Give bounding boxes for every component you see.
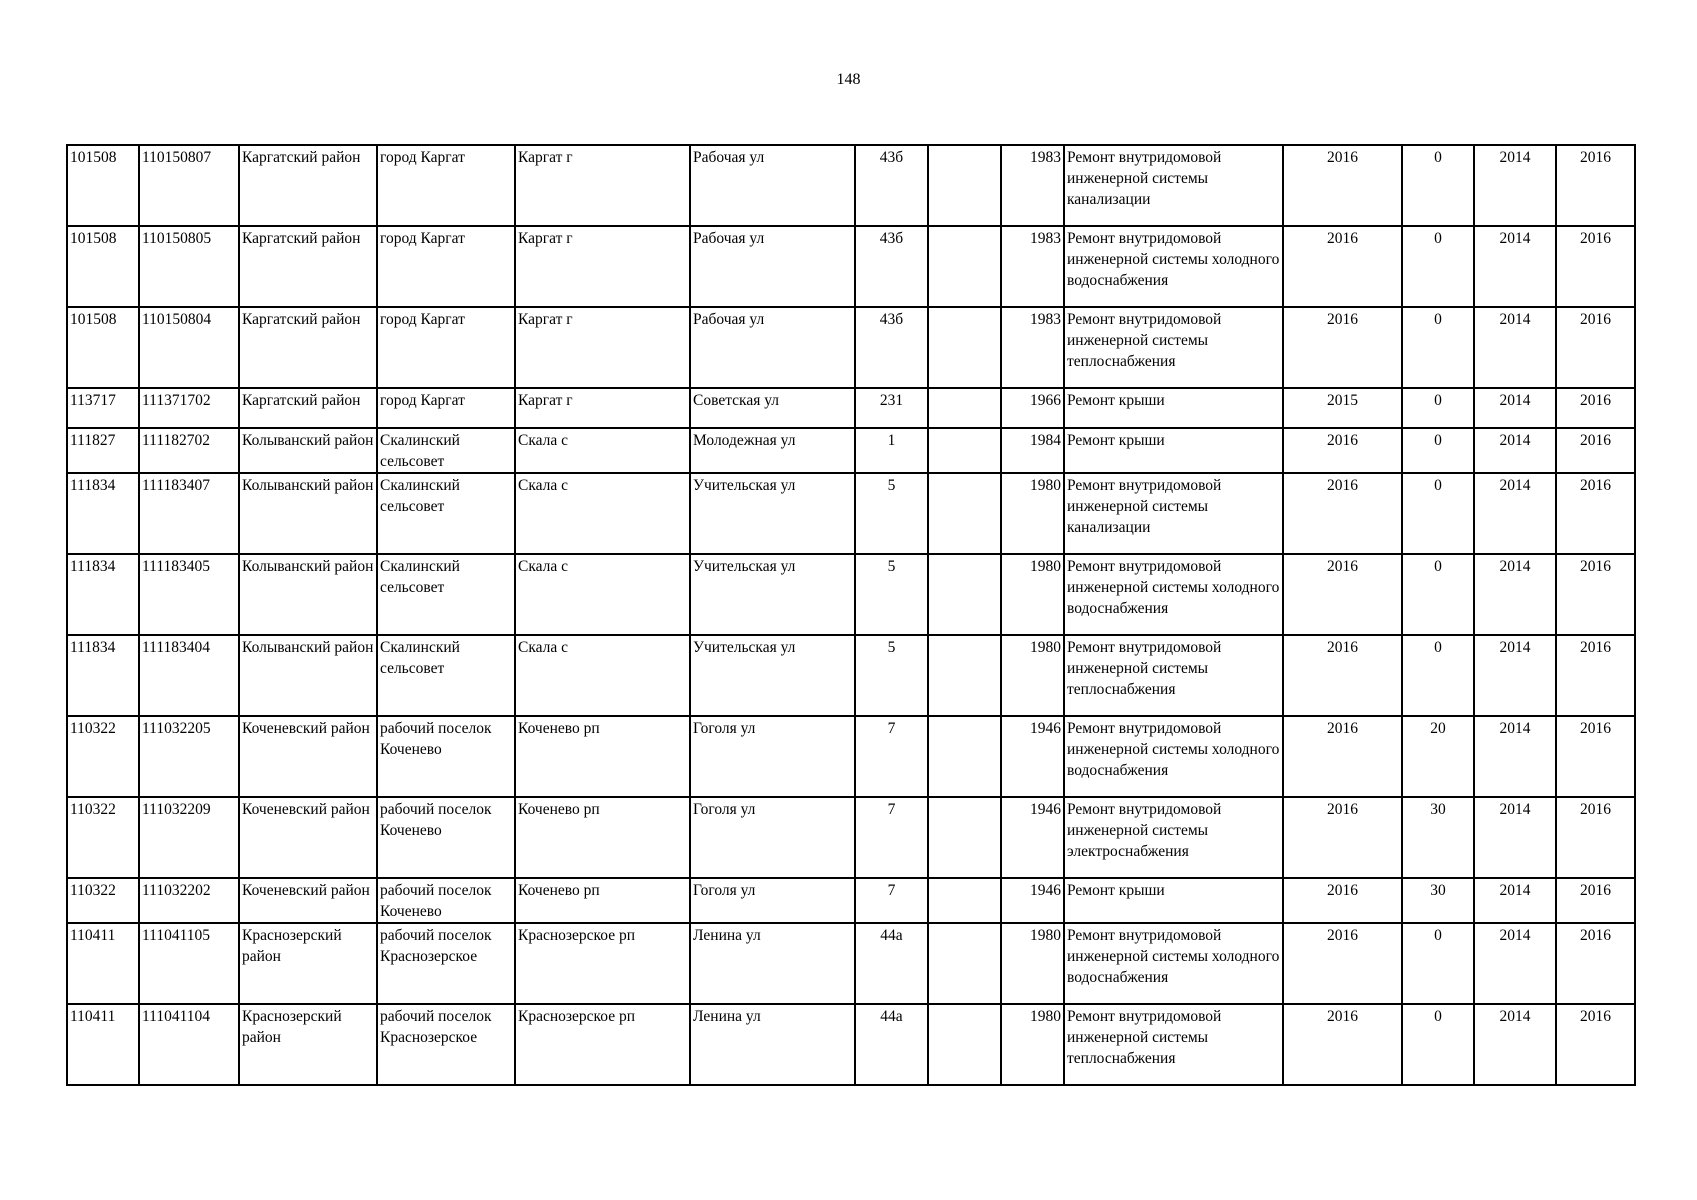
cell-house-number: 5 xyxy=(855,554,928,635)
cell-wear-percent: 0 xyxy=(1402,145,1474,226)
table-row xyxy=(67,145,1635,226)
cell-element-id: 111032209 xyxy=(139,797,239,878)
cell-build-year: 1983 xyxy=(1001,307,1064,388)
cell-element-id: 110150807 xyxy=(139,145,239,226)
cell-municipality: Скалинский сельсовет xyxy=(377,428,515,473)
cell-build-year: 1946 xyxy=(1001,878,1064,923)
cell-district: Коченевский район xyxy=(239,716,377,797)
table-row xyxy=(67,797,1635,878)
cell-work-type: Ремонт внутридомовой инженерной системы канализации xyxy=(1064,145,1283,226)
cell-period-end: 2016 xyxy=(1556,797,1635,878)
table-row xyxy=(67,554,1635,635)
cell-work-type: Ремонт крыши xyxy=(1064,428,1283,473)
cell-period-end: 2016 xyxy=(1556,878,1635,923)
cell-repair-year: 2016 xyxy=(1283,226,1402,307)
cell-period-start: 2014 xyxy=(1474,923,1556,1004)
cell-district: Краснозерский район xyxy=(239,923,377,1004)
cell-repair-year: 2016 xyxy=(1283,1004,1402,1085)
cell-repair-year: 2016 xyxy=(1283,145,1402,226)
cell-municipality: рабочий поселок Коченево xyxy=(377,716,515,797)
cell-work-type: Ремонт внутридомовой инженерной системы холодного водоснабжения xyxy=(1064,716,1283,797)
cell-settlement: Каргат г xyxy=(515,145,690,226)
cell-street: Ленина ул xyxy=(690,1004,855,1085)
cell-period-start: 2014 xyxy=(1474,473,1556,554)
cell-house-number: 7 xyxy=(855,797,928,878)
cell-district: Краснозерский район xyxy=(239,1004,377,1085)
cell-municipality: Скалинский сельсовет xyxy=(377,635,515,716)
cell-building-id: 110322 xyxy=(67,716,139,797)
cell-settlement: Краснозерское рп xyxy=(515,923,690,1004)
cell-period-start: 2014 xyxy=(1474,554,1556,635)
cell-municipality: город Каргат xyxy=(377,145,515,226)
cell-empty xyxy=(928,554,1001,635)
cell-building-id: 101508 xyxy=(67,307,139,388)
cell-building-id: 111827 xyxy=(67,428,139,473)
cell-work-type: Ремонт внутридомовой инженерной системы холодного водоснабжения xyxy=(1064,923,1283,1004)
cell-build-year: 1980 xyxy=(1001,554,1064,635)
table-row xyxy=(67,878,1635,923)
cell-wear-percent: 0 xyxy=(1402,473,1474,554)
cell-district: Каргатский район xyxy=(239,307,377,388)
cell-house-number: 1 xyxy=(855,428,928,473)
cell-empty xyxy=(928,145,1001,226)
cell-street: Учительская ул xyxy=(690,554,855,635)
cell-wear-percent: 0 xyxy=(1402,1004,1474,1085)
cell-repair-year: 2015 xyxy=(1283,388,1402,428)
cell-period-start: 2014 xyxy=(1474,797,1556,878)
cell-work-type: Ремонт крыши xyxy=(1064,388,1283,428)
cell-municipality: рабочий поселок Коченево xyxy=(377,878,515,923)
cell-wear-percent: 30 xyxy=(1402,878,1474,923)
cell-work-type: Ремонт внутридомовой инженерной системы канализации xyxy=(1064,473,1283,554)
cell-municipality: город Каргат xyxy=(377,307,515,388)
cell-element-id: 111041104 xyxy=(139,1004,239,1085)
cell-empty xyxy=(928,878,1001,923)
cell-house-number: 5 xyxy=(855,635,928,716)
cell-period-end: 2016 xyxy=(1556,307,1635,388)
cell-repair-year: 2016 xyxy=(1283,716,1402,797)
cell-building-id: 101508 xyxy=(67,145,139,226)
table-row xyxy=(67,388,1635,428)
cell-period-end: 2016 xyxy=(1556,473,1635,554)
cell-district: Каргатский район xyxy=(239,226,377,307)
cell-wear-percent: 0 xyxy=(1402,635,1474,716)
cell-wear-percent: 0 xyxy=(1402,923,1474,1004)
cell-element-id: 111183405 xyxy=(139,554,239,635)
cell-wear-percent: 0 xyxy=(1402,226,1474,307)
cell-street: Ленина ул xyxy=(690,923,855,1004)
cell-element-id: 111371702 xyxy=(139,388,239,428)
cell-district: Колыванский район xyxy=(239,473,377,554)
cell-settlement: Каргат г xyxy=(515,226,690,307)
cell-street: Учительская ул xyxy=(690,473,855,554)
cell-build-year: 1980 xyxy=(1001,635,1064,716)
cell-build-year: 1983 xyxy=(1001,226,1064,307)
cell-street: Рабочая ул xyxy=(690,307,855,388)
cell-district: Колыванский район xyxy=(239,428,377,473)
cell-wear-percent: 0 xyxy=(1402,307,1474,388)
cell-period-end: 2016 xyxy=(1556,1004,1635,1085)
cell-settlement: Коченево рп xyxy=(515,797,690,878)
cell-settlement: Скала с xyxy=(515,473,690,554)
cell-element-id: 110150804 xyxy=(139,307,239,388)
cell-element-id: 111183404 xyxy=(139,635,239,716)
cell-build-year: 1984 xyxy=(1001,428,1064,473)
cell-build-year: 1980 xyxy=(1001,923,1064,1004)
cell-element-id: 110150805 xyxy=(139,226,239,307)
cell-period-start: 2014 xyxy=(1474,716,1556,797)
cell-period-end: 2016 xyxy=(1556,226,1635,307)
cell-house-number: 43б xyxy=(855,226,928,307)
cell-repair-year: 2016 xyxy=(1283,878,1402,923)
cell-district: Коченевский район xyxy=(239,878,377,923)
cell-period-start: 2014 xyxy=(1474,388,1556,428)
cell-street: Рабочая ул xyxy=(690,226,855,307)
cell-building-id: 111834 xyxy=(67,473,139,554)
cell-period-start: 2014 xyxy=(1474,635,1556,716)
cell-period-start: 2014 xyxy=(1474,307,1556,388)
cell-settlement: Скала с xyxy=(515,554,690,635)
cell-repair-year: 2016 xyxy=(1283,554,1402,635)
cell-empty xyxy=(928,388,1001,428)
cell-district: Каргатский район xyxy=(239,388,377,428)
cell-period-start: 2014 xyxy=(1474,226,1556,307)
cell-house-number: 7 xyxy=(855,716,928,797)
cell-empty xyxy=(928,797,1001,878)
cell-settlement: Краснозерское рп xyxy=(515,1004,690,1085)
cell-period-end: 2016 xyxy=(1556,716,1635,797)
cell-period-end: 2016 xyxy=(1556,145,1635,226)
cell-building-id: 101508 xyxy=(67,226,139,307)
cell-element-id: 111032202 xyxy=(139,878,239,923)
cell-repair-year: 2016 xyxy=(1283,428,1402,473)
cell-district: Каргатский район xyxy=(239,145,377,226)
cell-empty xyxy=(928,307,1001,388)
cell-period-end: 2016 xyxy=(1556,635,1635,716)
cell-element-id: 111032205 xyxy=(139,716,239,797)
cell-house-number: 5 xyxy=(855,473,928,554)
cell-street: Советская ул xyxy=(690,388,855,428)
cell-period-start: 2014 xyxy=(1474,428,1556,473)
cell-building-id: 111834 xyxy=(67,635,139,716)
cell-work-type: Ремонт внутридомовой инженерной системы электроснабжения xyxy=(1064,797,1283,878)
cell-work-type: Ремонт внутридомовой инженерной системы теплоснабжения xyxy=(1064,307,1283,388)
cell-wear-percent: 0 xyxy=(1402,554,1474,635)
cell-building-id: 110411 xyxy=(67,1004,139,1085)
cell-municipality: рабочий поселок Краснозерское xyxy=(377,923,515,1004)
cell-municipality: город Каргат xyxy=(377,388,515,428)
cell-house-number: 44а xyxy=(855,923,928,1004)
table-row xyxy=(67,923,1635,1004)
table-row xyxy=(67,428,1635,473)
cell-period-start: 2014 xyxy=(1474,145,1556,226)
cell-build-year: 1980 xyxy=(1001,1004,1064,1085)
cell-building-id: 110322 xyxy=(67,797,139,878)
cell-period-end: 2016 xyxy=(1556,554,1635,635)
repair-registry-table xyxy=(66,144,1636,1086)
cell-settlement: Скала с xyxy=(515,428,690,473)
cell-repair-year: 2016 xyxy=(1283,635,1402,716)
cell-period-end: 2016 xyxy=(1556,923,1635,1004)
cell-build-year: 1966 xyxy=(1001,388,1064,428)
cell-empty xyxy=(928,923,1001,1004)
cell-house-number: 44а xyxy=(855,1004,928,1085)
cell-municipality: город Каргат xyxy=(377,226,515,307)
cell-municipality: Скалинский сельсовет xyxy=(377,473,515,554)
cell-street: Рабочая ул xyxy=(690,145,855,226)
cell-district: Колыванский район xyxy=(239,635,377,716)
cell-empty xyxy=(928,226,1001,307)
cell-house-number: 231 xyxy=(855,388,928,428)
cell-period-end: 2016 xyxy=(1556,388,1635,428)
cell-build-year: 1980 xyxy=(1001,473,1064,554)
cell-municipality: рабочий поселок Краснозерское xyxy=(377,1004,515,1085)
table-row xyxy=(67,307,1635,388)
cell-settlement: Каргат г xyxy=(515,388,690,428)
cell-municipality: рабочий поселок Коченево xyxy=(377,797,515,878)
cell-wear-percent: 30 xyxy=(1402,797,1474,878)
cell-element-id: 111041105 xyxy=(139,923,239,1004)
cell-building-id: 110322 xyxy=(67,878,139,923)
cell-work-type: Ремонт внутридомовой инженерной системы холодного водоснабжения xyxy=(1064,226,1283,307)
cell-settlement: Коченево рп xyxy=(515,878,690,923)
cell-period-end: 2016 xyxy=(1556,428,1635,473)
cell-municipality: Скалинский сельсовет xyxy=(377,554,515,635)
cell-empty xyxy=(928,716,1001,797)
cell-wear-percent: 0 xyxy=(1402,388,1474,428)
cell-empty xyxy=(928,635,1001,716)
cell-house-number: 7 xyxy=(855,878,928,923)
cell-repair-year: 2016 xyxy=(1283,797,1402,878)
cell-work-type: Ремонт крыши xyxy=(1064,878,1283,923)
cell-element-id: 111182702 xyxy=(139,428,239,473)
cell-house-number: 43б xyxy=(855,307,928,388)
table-body xyxy=(67,145,1635,1085)
cell-settlement: Каргат г xyxy=(515,307,690,388)
cell-work-type: Ремонт внутридомовой инженерной системы теплоснабжения xyxy=(1064,635,1283,716)
cell-build-year: 1946 xyxy=(1001,797,1064,878)
cell-empty xyxy=(928,473,1001,554)
cell-street: Молодежная ул xyxy=(690,428,855,473)
cell-empty xyxy=(928,428,1001,473)
cell-build-year: 1946 xyxy=(1001,716,1064,797)
table-row xyxy=(67,473,1635,554)
cell-building-id: 111834 xyxy=(67,554,139,635)
cell-settlement: Коченево рп xyxy=(515,716,690,797)
cell-period-start: 2014 xyxy=(1474,878,1556,923)
cell-repair-year: 2016 xyxy=(1283,473,1402,554)
table-row xyxy=(67,635,1635,716)
table-row xyxy=(67,1004,1635,1085)
cell-period-start: 2014 xyxy=(1474,1004,1556,1085)
page-number: 148 xyxy=(836,71,861,88)
cell-work-type: Ремонт внутридомовой инженерной системы холодного водоснабжения xyxy=(1064,554,1283,635)
cell-build-year: 1983 xyxy=(1001,145,1064,226)
cell-house-number: 43б xyxy=(855,145,928,226)
cell-repair-year: 2016 xyxy=(1283,307,1402,388)
cell-street: Гоголя ул xyxy=(690,716,855,797)
cell-street: Учительская ул xyxy=(690,635,855,716)
cell-empty xyxy=(928,1004,1001,1085)
cell-repair-year: 2016 xyxy=(1283,923,1402,1004)
table-row xyxy=(67,226,1635,307)
cell-settlement: Скала с xyxy=(515,635,690,716)
cell-street: Гоголя ул xyxy=(690,797,855,878)
cell-district: Колыванский район xyxy=(239,554,377,635)
cell-street: Гоголя ул xyxy=(690,878,855,923)
table-row xyxy=(67,716,1635,797)
cell-district: Коченевский район xyxy=(239,797,377,878)
cell-element-id: 111183407 xyxy=(139,473,239,554)
cell-building-id: 113717 xyxy=(67,388,139,428)
cell-wear-percent: 20 xyxy=(1402,716,1474,797)
cell-building-id: 110411 xyxy=(67,923,139,1004)
cell-wear-percent: 0 xyxy=(1402,428,1474,473)
cell-work-type: Ремонт внутридомовой инженерной системы теплоснабжения xyxy=(1064,1004,1283,1085)
